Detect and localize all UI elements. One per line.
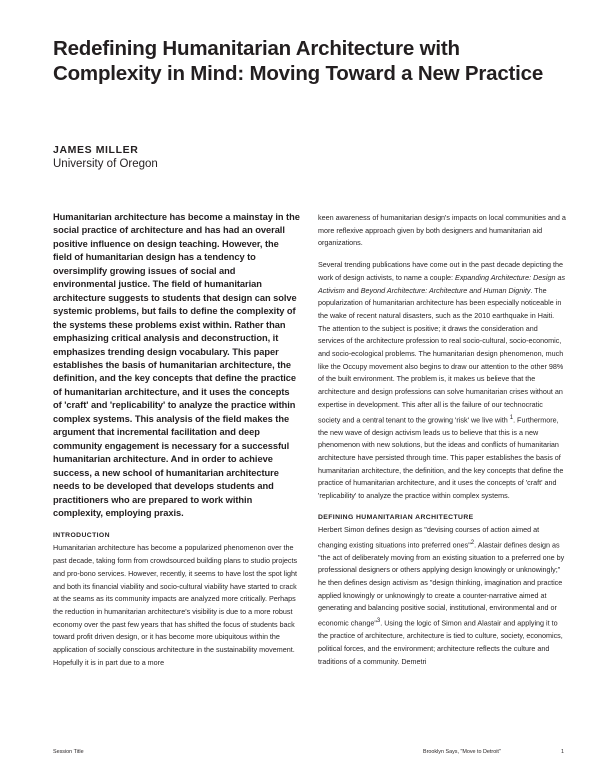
- text-run: Several trending publications have come out in the past decade depicting the work of design activists, to name a couple:: [318, 260, 563, 282]
- paragraph-definition: [318, 524, 566, 669]
- footnote-marker: 3: [376, 618, 381, 625]
- text-run: Herbert Simon defines design as "devising courses of action aimed at changing existing situations into preferred ones": [318, 524, 540, 549]
- book-title-expanding-architecture: Expanding Architecture: Design as Activism: [318, 272, 566, 295]
- paragraph-publications: [318, 259, 566, 503]
- paragraph-awareness: keen awareness of humanitarian design's impacts on local communities and a more reflexive approach given by both designers and humanitarian aid organizations.: [318, 213, 566, 248]
- footer-session-title: Session Title: [53, 749, 84, 755]
- page-number: 1: [561, 749, 564, 755]
- book-title-beyond-architecture: Beyond Architecture: Architecture and Human Dignity: [360, 285, 531, 295]
- defining-heading: DEFINING HUMANITARIAN ARCHITECTURE: [318, 513, 474, 521]
- text-run: . Furthermore, the new wave of design activism leads us to believe that this is a new phenomenon with new solutions, but the ideas and conflicts of humanitarian architecture have persisted through time. This paper establishes the basis of humanitarian architecture, the definition, and the key concepts that define the practice of humanitarian architecture, and it uses the concepts of 'craft' and 'replicability' to analyze the practice within complex systems.: [318, 414, 564, 501]
- footnote-marker: 1: [509, 414, 514, 421]
- right-column: [318, 212, 566, 677]
- abstract: Humanitarian architecture has become a mainstay in the social practice of architecture and has had an overall positive influence on design teaching. However, the field of humanitarian design has a tendency to oversimplify growing issues of social and environmental justice. The field of humanitarian architecture suggests to students that design can solve systemic problems, but fails to define the complexity of the systems these problems exist within. Rather than emphasizing critical analysis and deconstruction, it emphasizes trending design vocabulary. This paper establishes the basis of humanitarian architecture, the definition, and the key concepts that define the practice of humanitarian architecture, and it uses the concepts of 'craft' and 'replicability' to analyze the practice within complex systems. This analysis of the field makes the argument that incremental facilitation and deep community engagement is necessary for a successful humanitarian architecture. And in order to achieve success, a new school of humanitarian architecture needs to be developed that develops students and practitioners who are prepared to work within complexity, employing praxis.: [53, 212, 300, 518]
- text-run: and: [344, 285, 361, 295]
- author-name: JAMES MILLER: [53, 144, 139, 156]
- text-run: . The popularization of humanitarian architecture has been especially noticeable in the wake of recent natural disasters, such as the 2010 earthquake in Haiti. The attention to the subject is positive; it draws the consideration and services of the architecture profession to real socio-cultural, socio-economic, and socio-ecological problems. The humanitarian design phenomenon, much like the Occupy movement also begins to draw our attention to the other 98% of the built environment. The problem is, it makes us believe that the architecture and design professions can solve humanitarian crises without an expertise in development. This after all is the failure of our technocratic society and a central tenant to the growing 'risk' we live with: [318, 285, 564, 424]
- text-run: . Alastair defines design as "the act of deliberately moving from an existing situation to a preferred one by professional designers or others applying design knowingly or unknowingly;" he then defines design activism as "design thinking, imagination and practice applied knowingly or unknowingly to create a counter-narrative aimed at generating and balancing positive social, institutional, environmental and or economic change": [318, 539, 565, 628]
- left-column: [53, 211, 300, 669]
- introduction-heading: INTRODUCTION: [53, 532, 110, 540]
- text-run: . Using the logic of Simon and Alastair and applying it to the practice of architecture, architecture is tied to culture, society, economics, political forces, and the environment; architecture reflects the culture and traditions of a community. Demetri: [318, 618, 563, 666]
- introduction-paragraph: Humanitarian architecture has become a popularized phenomenon over the past decade, taking form from crowdsourced building plans to studio projects and pro-bono services. However, recently, it seems to have lost the spot light and both its financial viability and socio-cultural viability have started to crack at the seams as its community impacts are analyzed more critically. Perhaps the reduction in humanitarian architecture's visibility is due to a more robust economy over the past few years that has shifted the focus of students back toward profit driven design, or it has become more ubiquitous within the application of socially conscious architecture in the sustainability movement. Hopefully it is in part due to a more: [53, 543, 298, 667]
- footnote-marker: 2: [470, 539, 475, 546]
- author-affiliation: University of Oregon: [53, 158, 158, 170]
- footer-running-title: Brooklyn Says, "Move to Detroit": [423, 749, 501, 755]
- author-block: [53, 144, 158, 171]
- paper-title: Redefining Humanitarian Architecture with Complexity in Mind: Moving Toward a New Practice: [53, 37, 544, 85]
